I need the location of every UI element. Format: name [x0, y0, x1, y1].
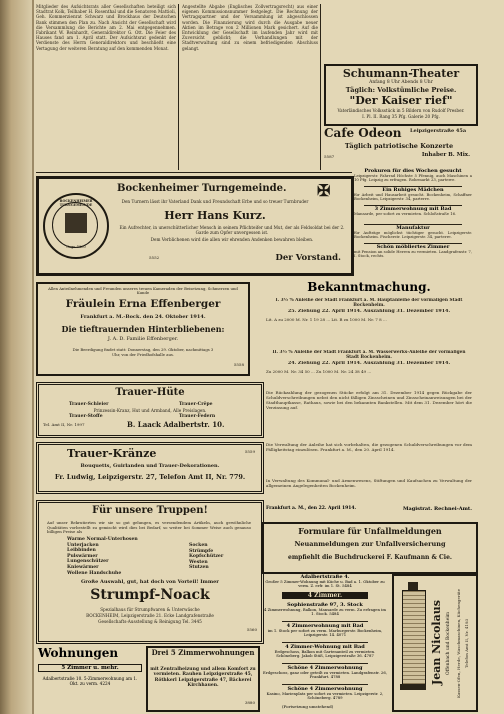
- bekanntmachung: Bekanntmachung. I. 3½ % Anleihe der Stadt Frankfurt a. M. Hauptanleihe der vormaligen Stadt Bockenheim. 25. Ziehung 22. April 1914. Auszahlung 31. Dezember 1914. Lit. A zu 2000 M. Nr. 1 19 28 ... Lit. B zu 1000 M. Nr. 7 8 ... II. 3½ % Anleihe der Stadt Frankfurt a. M. Wasserwerks-Anleihe der vormaligen Stadt Bockenheim. 24. Ziehung 22. April 1914. Auszahlung 31. Dezember 1914. Zu 2000 M. Nr. 34 50 ... Zu 1000 M. Nr. 24 38 49 ... Die Rückzahlung der gezogenen Stücke erfolgt am 31. Dezember 1914 gegen Rückgabe der Schuldverschreibungen nebst den nicht fälligen Zinsscheinen und Zinsscheinanweisungen bei der Stadthauptkasse, Rathaus, sowie bei den bekannten Bankstellen. Mit dem 31. Dezember hört die Verzinsung auf. Die Verwaltung der Anleihe hat sich vorbehalten, die gezogenen Schuldverschreibungen vor dem Fälligkeitstag einzulösen. Frankfurt a. M., den 20. April 1914. In Verwaltung des Kommunal- und Armenwesens, Stiftungen und Kaufsachen zu Verwaltung der allgemeinen Angelegenheiten Bockenheim. Frankfurt a. M., den 22. April 1914. Magistrat. Rechnei-Amt.: [262, 280, 476, 518]
- shield-icon: [65, 213, 87, 233]
- rental-ad: Adalbertstraße 4. Großer 5 Zimmer-Wohnung mit Küche u. Bad a. 1. Oktober zu verm. Z. erfr. im 1. St. 5484: [265, 574, 385, 589]
- theater-sub: Täglich: Volkstümliche Preise.: [345, 86, 457, 94]
- hute-shop: B. Laack Adalbertstr. 10.: [127, 420, 225, 429]
- small-ads-right: [354, 168, 472, 260]
- iron-cross-icon: ✠: [317, 181, 331, 200]
- obituary-effenberger: Allen Anteilnehmenden und Freunden unseres treuen Kameraden der Beisetzung, Schmerzen und Kunde Fräulein Erna Effenberger Frankfurt a. M.-Bock. den 24. Oktober 1914. Die tieftrauernden Hinterbliebenen: J. A. D. Familie Effenberger. Die Beerdigung findet statt: Donnerstag, den 29. Oktober, nachmittags 3 Uhr, von der Friedhofshalle aus. 5558: [36, 282, 250, 376]
- turngemeinde-notice: BOCKENHEIMER TURNGEMEINDE Gegr. 1860 Bockenheimer Turngemeinde. ✠ Den Turnern lässt ihr Vaterland Dank und Freundschaft Erbe und so treuer Turnbruder Herr Hans Kurz. Ein Aufrechter, in unerschütterlicher Mensch in seinem Pflichteifer und Mut, der als Feldsoldat bei der 2. Garde zum Opfer unvergessen ist. Dem Verblichenen wird die allen wir ehrenden Andenken bewahren bleiben. 5552 Der Vorstand.: [36, 176, 354, 276]
- honoree-name: Herr Hans Kurz.: [164, 209, 266, 222]
- drei-zimmer-ad: Drei 5 Zimmerwohnungen mit Zentralheizung und allem Komfort zu vermieten. Rauhen Leipzigerstraße 45, Röthkerl Leipzigerstraße 47, Bäckerei Kirchhauen. 3880: [146, 646, 260, 712]
- ofen-brand: Jean Nicolaus: [430, 600, 443, 686]
- article-column-left: Mitglieder des Aufsichtsrats aller Gesellschaften beteiligt sich Stadtrat Kolk, Teilhaber H. Rosenthal und die Senatoren Mattioli, Geh. Kommerzienrat Schwarz und Brockhaus der Deutschen Bank stimmen den Plan zu. Nach Ansicht der Gesellschaft wird die Versammlung die Berichte am 2. Mai entgegennehmen. Fabrikant W. Reinhardt, Generaldirektor G. Ott. Die Feier des Hauses fand am 1. April statt. Der Aufsichtsrat gedenkt der Verdienste des Herrn Generaldirektors und beschließt eine Vertagung der weiteren Beratung auf den kommenden Monat.: [36, 4, 176, 51]
- hute-title: Trauer-Hüte: [115, 387, 185, 398]
- rental-ad: 4 Zimmerwohnung mit Bad im 1. Stock per sofort zu verm. Marburgerstr. Bockenheim, Leipzigerstr. 14. 4071: [267, 623, 383, 638]
- small-ad: 3 Zimmerwohnung mit Bad Mansarde, per sofort zu vermieten. Schloßstraße 16.: [354, 206, 457, 216]
- strumpf-noack-brand: Strumpf-Noack: [90, 587, 210, 603]
- items-right: Socken Strümpfe Kopfschützer Westen Stutzen: [189, 543, 224, 571]
- stove-illustration: [398, 582, 428, 690]
- theater-ad: [324, 64, 478, 126]
- truppen-ad: Für unsere Truppen! Auf unser Rekrutierten wir sie so gut gelungen, es versendendem Artikeln, auch gewöhnliche Qualitäten vorbestellt zu gemischt wird dies bei Bedarf, so weiter bei Sommer Weise auch genauso billigen Preise als Warme Normal-Unterhosen Unterjacken Leibbinden Pulswärmer Lungenschützer Kniewärmer Wollene Handschuhe Socken Strümpfe Kopfschützer Westen Stutzen Große Auswahl, gut, hat doch von Vorteil! Immer Strumpf-Noack Spezialhaus für Strumpfwaren & Unterwäsche BOCKENHEIM, Leipzigerstraße 21. Ecke Landgrafenstraße Gesellschafts-Ausstellung & Reinigung Tel. 3445 5560: [36, 500, 264, 644]
- truppen-title: Für unsere Truppen!: [92, 505, 208, 516]
- theater-prices: I. Pl. II. Rang 35 Pfg. Galerie 20 Pfg.: [362, 114, 440, 119]
- turngemeinde-seal: BOCKENHEIMER TURNGEMEINDE Gegr. 1860: [43, 193, 109, 259]
- deceased-name: Fräulein Erna Effenberger: [65, 298, 221, 310]
- theater-name: Schumann-Theater: [342, 67, 460, 80]
- rental-ad: Schöne 4 Zimmerwohnung Kasino, Marienplatz per sofort zu vermieten. Leipzigerstr. 2, Schöneberg. 4789: [266, 686, 384, 701]
- theater-desc: Vaterländisches Volksstück in 5 Bildern von Rudolf Presber.: [337, 108, 465, 113]
- bekanntmachung-title: Bekanntmachung.: [307, 280, 431, 294]
- cafe-name: Cafe Odeon: [324, 126, 402, 140]
- continuation-note: (Fortsetzung umstehend): [282, 704, 334, 709]
- cafe-owner: Inhaber B. Mix.: [421, 152, 470, 158]
- kranze-title: Trauer-Kränze: [67, 447, 157, 460]
- cafe-sub: Täglich patriotische Konzerte: [344, 142, 454, 150]
- column-divider: [320, 4, 321, 170]
- cafe-address: Leipzigerstraße 45a: [410, 128, 467, 134]
- magistrat-sign: Magistrat. Rechnei-Amt.: [403, 506, 472, 512]
- rental-ads: [262, 574, 388, 710]
- book-spine: [0, 0, 32, 714]
- kranze-shop: Fr. Ludwig, Leipzigerstr. 27, Telefon Amt II, Nr. 779.: [54, 473, 246, 481]
- rental-ad: Schöne 4 Zimmerwohnung Erdgeschoss, ganz oder geteilt zu vermieten. Landgrafenstr. 26, Frankfurt. 4788: [263, 665, 387, 680]
- theater-times: Anfang 8 Uhr Abends 8 Uhr: [369, 80, 433, 85]
- formulare-title: Formulare für Unfallmeldungen: [298, 526, 442, 536]
- cafe-tel: 5587: [324, 154, 335, 159]
- small-ad: Prokuren für dies Wochen gesucht Leipzigerstr. Fahrrad Höchste 5 Pfennig, auch Maschinen a 10 Pfg. Leipzig zu erfragen. Rohrmarkt 23, parterre.: [354, 168, 472, 183]
- section-bar-4-zimmer: 4 Zimmer.: [282, 592, 368, 599]
- small-ad: Manufaktur für Aufträge möglichst tüchtiger gesucht. Leipzigerstr. Bockenheim. Fischerstr. Leipzigerstr. 34, parterre.: [354, 225, 472, 240]
- wohnungen-title: Wohnungen: [38, 646, 119, 660]
- wohnungen-section: Wohnungen 5 Zimmer u. mehr. Adalbertstraße 10. 5-Zimmerwohnung am 1. Okt. zu verm. 4224: [36, 646, 146, 710]
- trauer-kranze-ad: Trauer-Kränze 5559 Bouquetts, Guirlanden und Trauer-Dekorationen. Fr. Ludwig, Leipzigerstr. 27, Telefon Amt II, Nr. 779.: [36, 442, 264, 494]
- items-left: Warme Normal-Unterhosen Unterjacken Leibbinden Pulswärmer Lungenschützer Kniewärmer Wollene Handschuhe: [67, 537, 138, 576]
- small-ad: Schön möbliertes Zimmer mit Pension an solide Herren zu vermieten. Landgrafenstr. 7, I. Stock, rechts.: [354, 244, 472, 259]
- turngemeinde-title: Bockenheimer Turngemeinde.: [117, 183, 287, 194]
- article-column-middle: Angestellte Abgabe (Englisches Zollvertragsrecht) aus einer eigenen Kommissionsnummer festgelegt. Die Rechnung der Vertragspartner und der Versammlung ist abgeschlossen worden. Die Finanzierung wird durch die Ausgabe neuer Aktien im Betrage von 2 Millionen Mark gesichert. Auf die Entwicklung der Gesellschaft im laufenden Jahr wird mit Zuversicht geblickt; die Verhandlungen mit der Stadtverwaltung sind zu einem befriedigenden Abschluss gelangt.: [182, 4, 318, 51]
- signature: Der Vorstand.: [275, 253, 341, 263]
- trauer-hute-ad: Trauer-Hüte Trauer-Schleier Trauer-Crêpe Prinzessin-Kranz, Hut und Armband, Alle Preislagen. Trauer-Stoffe Trauer-Federn Tel. Amt II, Nr. 1997 B. Laack Adalbertstr. 10.: [36, 382, 264, 438]
- theater-play: "Der Kaiser rief": [349, 94, 453, 107]
- small-ad: Ein Ruhiges Mädchen für Arbeit und Hausarbeit gesucht. Bockenheim, Schaffner Bockenheim, Leipzigerstr. 34, parterre.: [354, 187, 472, 202]
- rental-ad: Sophienstraße 97, 3. Stock 4 Zimmerwohnung, Balkon, Mansarde zu verm. Zu erfragen im 1. Stock. 5484: [264, 602, 386, 617]
- ofen-ad: Jean Nicolaus Offenbach und Bockenheim Kassen-Ofen, Herde, Waschmaschinen, Küchengeräte Telefon Amt II, Nr. 4193: [392, 574, 478, 712]
- column-divider: [178, 4, 179, 170]
- mourners-title: Die tieftrauernden Hinterbliebenen:: [61, 324, 225, 334]
- cafe-ad: [324, 126, 474, 166]
- formulare-ad: Formulare für Unfallmeldungen Neuanmeldungen zur Unfallversicherung empfiehlt die Buchdruckerei F. Kaufmann & Cie.: [262, 522, 478, 574]
- rental-ad: 4 Zimmer-Wohnung mit Bad Erdgeschoss, Balkon mit Gartenanteil zu vermieten. Schöneberg. Jakob Stüß, Leipzigerstraße 36. 4787: [274, 644, 376, 659]
- binding-edge: [32, 0, 34, 714]
